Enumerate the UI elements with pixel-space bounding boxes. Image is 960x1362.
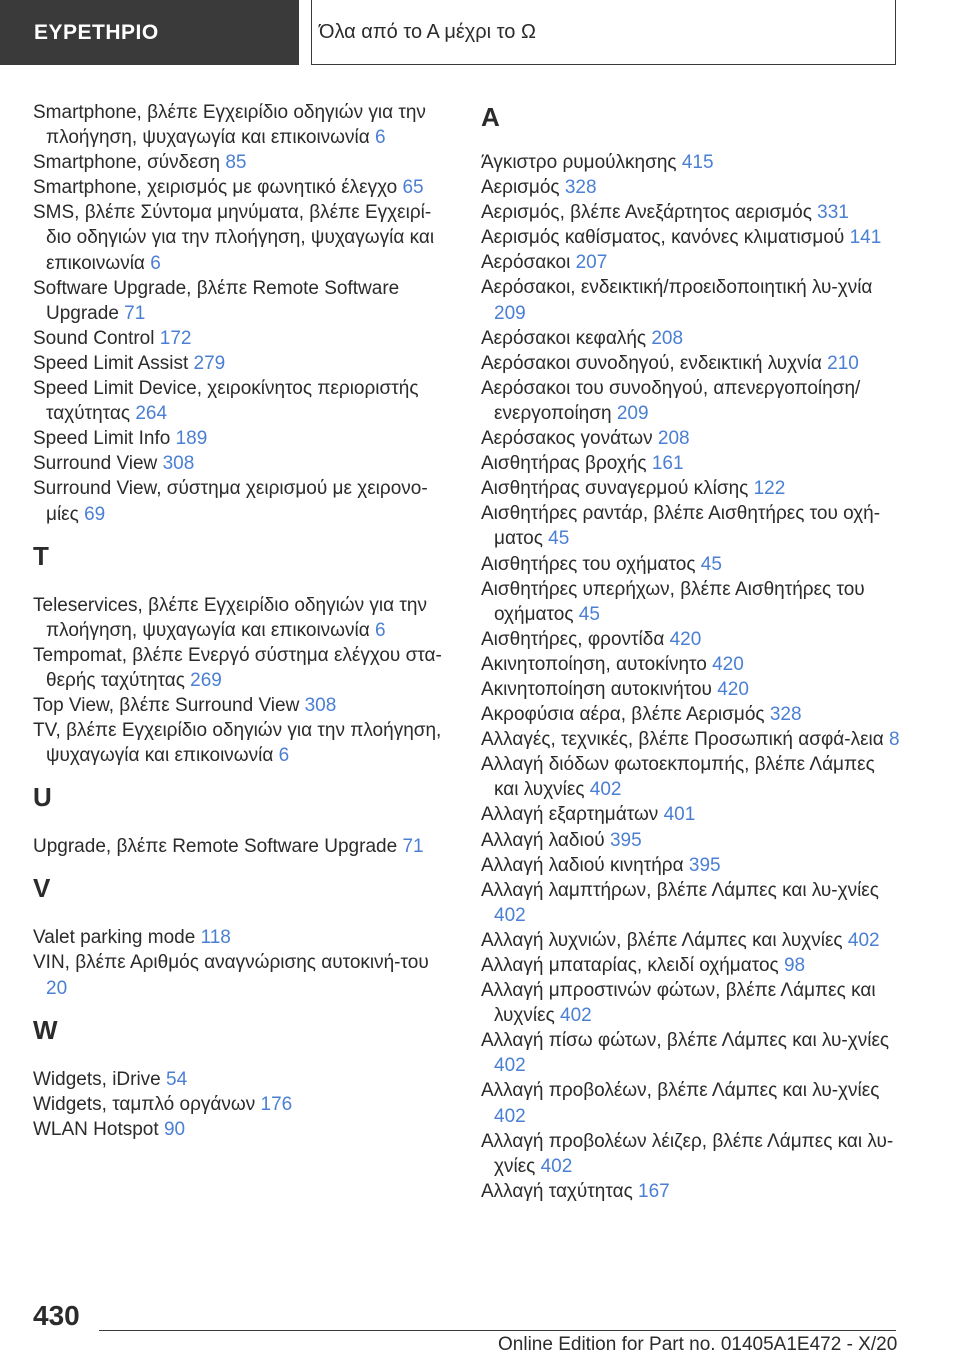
index-entry <box>481 1078 901 1128</box>
index-entry <box>33 925 453 950</box>
index-entry-text: Smartphone, σύνδεση <box>33 152 226 174</box>
index-entry <box>481 225 901 250</box>
index-entry <box>33 693 453 718</box>
index-entry-text: Αισθητήρες, φροντίδα <box>481 628 670 650</box>
index-letter-heading: W <box>33 1014 58 1045</box>
index-entry <box>33 1092 453 1117</box>
index-entry <box>33 426 453 451</box>
index-page-link[interactable]: 172 <box>159 327 192 349</box>
index-entry <box>33 476 453 526</box>
index-entry-text: Αισθητήρας συναγερμού κλίσης <box>481 478 754 500</box>
index-entry-text: Αερόσακοι του συνοδηγού, απενεργοποίηση/ενεργοποίηση <box>481 377 861 424</box>
index-page-link[interactable]: 8 <box>889 729 900 751</box>
index-entry <box>33 451 453 476</box>
index-page-link[interactable]: 402 <box>494 1105 526 1127</box>
index-entry-text: Αερόσακοι, ενδεικτική/προειδοποιητική λυ-χνία <box>481 277 873 299</box>
index-entry-text: Valet parking mode <box>33 927 201 949</box>
index-entry <box>481 501 901 551</box>
index-entry <box>481 250 901 275</box>
index-page-link[interactable]: 395 <box>609 829 642 851</box>
index-entry <box>33 175 453 200</box>
index-page-link[interactable]: 402 <box>560 1005 592 1027</box>
index-entry <box>481 150 901 175</box>
index-entry <box>33 351 453 376</box>
index-entry-text: Speed Limit Assist <box>33 352 194 374</box>
index-page-link[interactable]: 54 <box>166 1068 188 1090</box>
index-entry <box>33 150 453 175</box>
index-entry <box>481 652 901 677</box>
index-entry <box>481 451 901 476</box>
index-entry <box>481 1028 901 1078</box>
index-page-link[interactable]: 279 <box>193 352 226 374</box>
index-entry <box>33 200 453 275</box>
index-entry <box>481 752 901 802</box>
index-entry-text: Surround View, σύστημα χειρισμού με χειρονο-μίες <box>33 478 428 525</box>
index-entry-text: Αισθητήρες του οχήματος <box>481 553 701 575</box>
index-page-link[interactable]: 6 <box>375 619 386 641</box>
index-letter-heading: A <box>481 102 500 132</box>
index-entry-text: Αλλαγή πίσω φώτων, βλέπε Λάμπες και λυ-χνίες <box>481 1030 890 1052</box>
index-page-link[interactable]: 420 <box>712 653 744 675</box>
index-entry <box>481 476 901 501</box>
index-page-link[interactable]: 402 <box>589 779 622 801</box>
index-entry <box>33 643 453 693</box>
index-page-link[interactable]: 308 <box>304 694 337 716</box>
index-page-link[interactable]: 118 <box>200 927 231 949</box>
index-entry <box>33 326 453 351</box>
index-entry <box>481 577 901 627</box>
index-entry-text: Αερόσακοι κεφαλής <box>481 327 652 349</box>
index-entry-text: Ακινητοποίηση αυτοκινήτου <box>481 678 718 700</box>
index-page-link[interactable]: 90 <box>163 1118 186 1140</box>
index-page-link[interactable]: 189 <box>175 428 208 450</box>
index-page-link[interactable]: 45 <box>578 603 600 625</box>
index-page-link[interactable]: 141 <box>849 227 882 249</box>
index-page-link[interactable]: 176 <box>260 1093 293 1115</box>
index-page-link[interactable]: 395 <box>688 854 721 876</box>
index-entry-text: Speed Limit Info <box>33 428 176 450</box>
index-entry-text: Tempomat, βλέπε Ενεργό σύστημα ελέγχου στα-θερής ταχύτητας <box>33 644 442 691</box>
index-entry-text: Teleservices, βλέπε Εγχειρίδιο οδηγιών για την πλοήγηση, ψυχαγωγία και επικοινωνία <box>33 594 427 641</box>
index-entry-text: Αισθητήρες υπερήχων, βλέπε Αισθητήρες του οχήματος <box>481 578 865 625</box>
index-page-link[interactable]: 65 <box>402 177 424 199</box>
index-entry-text: Ακροφύσια αέρα, βλέπε Αερισμός <box>481 704 770 726</box>
index-entry-text: SMS, βλέπε Σύντομα μηνύματα, βλέπε Εγχειρί-διο οδηγιών για την πλοήγηση, ψυχαγωγία και επικοινωνία <box>33 202 435 274</box>
index-page-link[interactable]: 71 <box>124 302 146 324</box>
index-entry-text: TV, βλέπε Εγχειρίδιο οδηγιών για την πλοήγηση, ψυχαγωγία και επικοινωνία <box>33 720 442 767</box>
index-entry <box>481 953 901 978</box>
index-page-link[interactable]: 420 <box>717 678 749 700</box>
index-entry-text: VIN, βλέπε Αριθμός αναγνώρισης αυτοκινή-του <box>33 952 429 974</box>
index-letter-heading: T <box>33 540 49 571</box>
index-letter-heading: U <box>33 782 52 813</box>
index-page-link[interactable]: 69 <box>84 503 106 525</box>
index-entry-text: Widgets, ταμπλό οργάνων <box>33 1093 261 1115</box>
index-entry-text: Άγκιστρο ρυμούλκησης <box>481 152 682 173</box>
index-column-left <box>33 100 453 1142</box>
index-entry <box>33 1117 453 1142</box>
index-entry-text: WLAN Hotspot <box>33 1118 164 1140</box>
index-page-link[interactable]: 98 <box>783 955 806 976</box>
index-entry-text: Αερόσακος γονάτων <box>481 428 658 450</box>
page-header <box>0 0 960 66</box>
index-entry <box>481 677 901 702</box>
index-page-link[interactable]: 85 <box>225 152 247 174</box>
index-letter-heading: V <box>33 873 51 904</box>
section-subtitle: Όλα από το Α μέχρι το Ω <box>311 0 896 65</box>
index-entry-text: Αλλαγή προβολέων, βλέπε Λάμπες και λυ-χνίες <box>481 1080 880 1102</box>
index-entry <box>481 200 901 225</box>
index-page-link[interactable]: 161 <box>651 453 684 475</box>
index-page-link[interactable]: 264 <box>135 403 168 425</box>
index-page-link[interactable]: 402 <box>494 1055 526 1077</box>
index-entry <box>481 627 901 652</box>
index-entry-text: Αλλαγή μπροστινών φώτων, βλέπε Λάμπες και λυχνίες <box>481 980 876 1027</box>
index-page-link[interactable]: 210 <box>827 352 859 374</box>
index-page-link[interactable]: 45 <box>548 528 570 550</box>
index-entry-text: Surround View <box>33 453 163 475</box>
index-entry-text: Αλλαγή ταχύτητας <box>481 1180 639 1202</box>
page-number: 430 <box>33 1300 80 1331</box>
index-entry-text: Αλλαγές, τεχνικές, βλέπε Προσωπική ασφά-λεια <box>481 729 890 751</box>
index-entry <box>481 878 901 928</box>
index-entry <box>481 978 901 1028</box>
index-entry <box>481 326 901 351</box>
index-page-link[interactable]: 71 <box>402 836 424 858</box>
index-entry <box>33 276 453 326</box>
index-entry-text: Smartphone, χειρισμός με φωνητικό έλεγχο <box>33 177 403 199</box>
index-entry <box>481 853 901 878</box>
index-entry <box>33 593 453 643</box>
index-entry <box>33 834 453 859</box>
index-entry <box>481 1129 901 1179</box>
index-entry <box>33 718 453 768</box>
index-entry <box>481 727 901 752</box>
index-page-link[interactable]: 208 <box>651 327 684 349</box>
index-entry-text: Αλλαγή προβολέων λέιζερ, βλέπε Λάμπες και λυ-χνίες <box>481 1130 894 1177</box>
index-page-link[interactable]: 45 <box>700 553 722 575</box>
index-column-right <box>481 100 901 1204</box>
index-page-link[interactable]: 420 <box>669 628 702 650</box>
index-entry-text: Αισθητήρες ραντάρ, βλέπε Αισθητήρες του οχή-ματος <box>481 503 881 550</box>
index-entry-text: Ακινητοποίηση, αυτοκίνητο <box>481 653 713 675</box>
index-entry <box>481 376 901 426</box>
index-entry <box>481 828 901 853</box>
index-page-link[interactable]: 6 <box>278 745 290 767</box>
index-page-link[interactable]: 328 <box>564 177 597 199</box>
index-entry <box>33 100 453 150</box>
index-entry-text: Top View, βλέπε Surround View <box>33 694 305 716</box>
index-entry-text: Αλλαγή διόδων φωτοεκπομπής, βλέπε Λάμπες και λυχνίες <box>481 754 875 801</box>
section-tab[interactable]: ΕΥΡΕΤΗΡΙΟ <box>0 0 299 65</box>
index-entry-text: Αερισμός <box>481 177 565 199</box>
index-entry <box>481 426 901 451</box>
index-page-link[interactable]: 207 <box>575 252 608 274</box>
index-page-link[interactable]: 328 <box>769 704 802 726</box>
index-page-link[interactable]: 402 <box>540 1155 573 1177</box>
index-entry <box>481 175 901 200</box>
index-page-link[interactable]: 209 <box>616 402 649 424</box>
index-page-link[interactable]: 20 <box>46 977 68 999</box>
index-entry-text: Αλλαγή εξαρτημάτων <box>481 804 664 826</box>
index-entry-text: Αλλαγή λαμπτήρων, βλέπε Λάμπες και λυ-χνίες <box>481 879 879 901</box>
index-entry-text: Upgrade, βλέπε Remote Software Upgrade <box>33 836 403 858</box>
index-entry-text: Αλλαγή λυχνιών, βλέπε Λάμπες και λυχνίες <box>481 929 848 951</box>
index-page-link[interactable]: 122 <box>753 478 786 500</box>
index-page-link[interactable]: 6 <box>375 127 386 149</box>
footer-divider <box>99 1330 896 1331</box>
index-entry <box>481 928 901 953</box>
index-entry <box>481 1179 901 1204</box>
index-entry-text: Αερισμός, βλέπε Ανεξάρτητος αερισμός <box>481 202 818 224</box>
index-entry <box>481 702 901 727</box>
index-entry-text: Αλλαγή μπαταρίας, κλειδί οχήματος <box>481 955 784 976</box>
index-page-link[interactable]: 208 <box>657 428 690 450</box>
index-entry-text: Smartphone, βλέπε Εγχειρίδιο οδηγιών για την πλοήγηση, ψυχαγωγία και επικοινωνία <box>33 102 426 149</box>
index-page-link[interactable]: 308 <box>162 453 195 475</box>
index-entry <box>481 802 901 827</box>
index-page-link[interactable]: 401 <box>663 804 696 826</box>
index-page-link[interactable]: 167 <box>638 1180 670 1202</box>
index-entry-text: Αερισμός καθίσματος, κανόνες κλιματισμού <box>481 227 850 249</box>
index-entry-text: Widgets, iDrive <box>33 1068 167 1090</box>
index-page-link[interactable]: 209 <box>494 302 526 324</box>
index-entry-text: Αλλαγή λαδιού <box>481 829 610 851</box>
index-entry <box>33 376 453 426</box>
index-entry-text: Αερόσακοι συνοδηγού, ενδεικτική λυχνία <box>481 352 828 374</box>
index-page-link[interactable]: 402 <box>494 904 526 926</box>
index-entry-text: Speed Limit Device, χειροκίνητος περιοριστής ταχύτητας <box>33 378 419 425</box>
index-entry-text: Software Upgrade, βλέπε Remote Software Upgrade <box>33 277 400 324</box>
index-page-link[interactable]: 402 <box>847 929 880 951</box>
index-page-link[interactable]: 269 <box>190 669 222 691</box>
index-entry <box>481 275 901 325</box>
index-page-link[interactable]: 415 <box>681 152 714 173</box>
index-entry <box>33 950 453 1000</box>
index-entry-text: Sound Control <box>33 327 160 349</box>
index-page-link[interactable]: 6 <box>150 252 161 274</box>
index-entry-text: Αλλαγή λαδιού κινητήρα <box>481 854 689 876</box>
index-entry-text: Αερόσακοι <box>481 252 576 274</box>
index-page-link[interactable]: 331 <box>817 202 849 224</box>
edition-text: Online Edition for Part no. 01405A1E472 - X/20 <box>498 1334 898 1355</box>
index-entry <box>481 351 901 376</box>
index-entry <box>481 552 901 577</box>
index-entry-text: Αισθητήρας βροχής <box>481 453 652 475</box>
index-entry <box>33 1067 453 1092</box>
